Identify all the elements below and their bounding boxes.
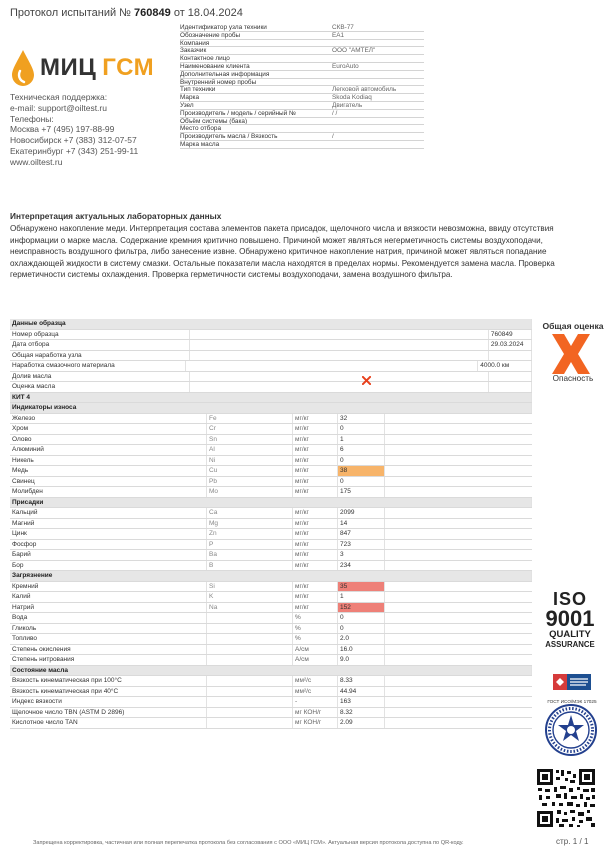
measurement-row — [10, 603, 532, 614]
meta-value — [332, 141, 424, 148]
sample-row — [10, 351, 532, 362]
phones-label: Телефоны: — [10, 113, 54, 124]
row-spacer — [186, 361, 478, 371]
element-symbol: Ba — [207, 550, 293, 560]
measurement-name: Магний — [10, 519, 207, 529]
section-header-kit — [10, 393, 532, 404]
meta-value — [332, 40, 424, 47]
row-spacer — [190, 382, 489, 392]
meta-value: EA1 — [332, 31, 345, 39]
element-symbol: Cu — [207, 466, 293, 476]
measurement-row — [10, 613, 532, 624]
phone-ekaterinburg: Екатеринбург +7 (343) 251-99-11 — [10, 145, 139, 156]
element-symbol — [207, 697, 293, 707]
report-title — [10, 7, 243, 19]
sample-row — [10, 382, 532, 393]
measurement-value: 2.0 — [338, 634, 385, 644]
meta-key: Марка масла — [180, 140, 220, 148]
sample-row — [10, 340, 532, 351]
row-value: 760849 — [489, 330, 532, 340]
measurement-unit: мг/кг — [293, 424, 338, 434]
meta-row — [180, 141, 424, 149]
meta-key: Марка — [180, 94, 199, 101]
measurement-unit: мм²/с — [293, 676, 338, 686]
oil-drop-icon — [10, 49, 36, 87]
measurement-name: Свинец — [10, 477, 207, 487]
gost-label: ГОСТ ИСО/МЭК 17025 — [547, 699, 597, 704]
meta-row — [180, 24, 424, 32]
measurement-name: Железо — [10, 414, 207, 424]
measurement-value: 16.0 — [338, 645, 385, 655]
measurement-row — [10, 445, 532, 456]
element-symbol: P — [207, 540, 293, 550]
meta-value — [332, 79, 424, 86]
results-table — [10, 319, 532, 729]
measurement-value: 175 — [338, 487, 385, 497]
section-title: Присадки — [10, 498, 532, 508]
element-symbol — [207, 655, 293, 665]
measurement-value: 32 — [338, 414, 385, 424]
danger-mark-icon — [362, 376, 371, 385]
element-symbol — [207, 676, 293, 686]
overall-assessment-label: Опасность — [552, 374, 594, 383]
meta-value: / — [332, 133, 334, 140]
measurement-value: 152 — [338, 603, 385, 613]
meta-value — [332, 71, 424, 78]
meta-key: Узел — [180, 101, 194, 109]
element-symbol: Fe — [207, 414, 293, 424]
element-symbol: Cr — [207, 424, 293, 434]
meta-row — [180, 94, 424, 102]
measurement-value: 35 — [338, 582, 385, 592]
element-symbol: Si — [207, 582, 293, 592]
element-symbol: K — [207, 592, 293, 602]
measurement-row — [10, 487, 532, 498]
meta-key: Наименование клиента — [180, 62, 250, 70]
measurement-value: 9.0 — [338, 655, 385, 665]
measurement-name: Никель — [10, 456, 207, 466]
meta-row — [180, 110, 424, 118]
measurement-unit: мг/кг — [293, 435, 338, 445]
measurement-name: Олово — [10, 435, 207, 445]
phone-moscow: Москва +7 (495) 197-88-99 — [10, 124, 115, 135]
section-header-additives — [10, 498, 532, 509]
measurement-unit: мг/кг — [293, 603, 338, 613]
measurement-row — [10, 645, 532, 656]
measurement-unit: мг/кг — [293, 414, 338, 424]
measurement-row — [10, 466, 532, 477]
measurement-unit: мг/кг — [293, 477, 338, 487]
row-label: Дата отбора — [10, 340, 190, 350]
iso-line1: ISO — [552, 589, 587, 609]
element-symbol — [207, 613, 293, 623]
measurement-name: Фосфор — [10, 540, 207, 550]
measurement-name: Вязкость кинематическая при 40°C — [10, 687, 207, 697]
measurement-name: Хром — [10, 424, 207, 434]
measurement-row — [10, 697, 532, 708]
measurement-unit: - — [293, 697, 338, 707]
row-spacer — [190, 372, 489, 382]
measurement-name: Барий — [10, 550, 207, 560]
meta-row — [180, 102, 424, 110]
measurement-name: Молибден — [10, 487, 207, 497]
element-symbol: Ca — [207, 508, 293, 518]
measurement-value: 0 — [338, 613, 385, 623]
measurement-unit: мг/кг — [293, 561, 338, 571]
meta-value — [332, 118, 424, 125]
measurement-value: 44.94 — [338, 687, 385, 697]
measurement-unit: мг/кг — [293, 592, 338, 602]
meta-value: / / — [332, 109, 338, 117]
meta-key: Компания — [180, 39, 210, 47]
interpretation-title: Интерпретация актуальных лабораторных данных — [10, 211, 222, 221]
sample-meta-table — [180, 24, 424, 149]
support-contacts — [10, 92, 175, 168]
measurement-row — [10, 708, 532, 719]
measurement-name: Топливо — [10, 634, 207, 644]
interpretation-text: Обнаружено накопление меди. Интерпретация состава элементов пакета присадок, щелочного числа и вязкости невозможна, ввиду отсутствия информации о марке масла. Содержание кремния критично повышено. Причиной может являться негерметичность системы воздухоподачи, неисправность воздушного фильтра, либо занесение извне. Обнаружено критичное накопление натрия, причиной может являться попадание охлаждающей жидкости в систему смазки. Остальные показатели масла находятся в пределах нормы. Рекомендуется замена масла. Проверка герметичности системы охлаждения. Проверка герметичности системы воздухоподачи, замена воздушного фильтра. — [10, 224, 555, 280]
measurement-name: Калий — [10, 592, 207, 602]
measurement-value: 14 — [338, 519, 385, 529]
meta-value: EuroAuto — [332, 62, 359, 70]
iso-line2: 9001 — [545, 606, 595, 631]
section-title: Данные образца — [10, 319, 532, 329]
meta-row — [180, 79, 424, 87]
iso-line3: QUALITY — [549, 629, 591, 640]
row-spacer — [190, 351, 489, 361]
element-symbol: Ni — [207, 456, 293, 466]
element-symbol — [207, 634, 293, 644]
meta-key: Тип техники — [180, 86, 216, 94]
measurement-name: Гликоль — [10, 624, 207, 634]
measurement-value: 0 — [338, 477, 385, 487]
meta-value: Легковой автомобиль — [332, 86, 397, 94]
measurement-name: Индекс вязкости — [10, 697, 207, 707]
measurement-row — [10, 456, 532, 467]
qr-code-icon[interactable] — [536, 762, 596, 828]
element-symbol: Al — [207, 445, 293, 455]
sample-row — [10, 330, 532, 341]
sample-row — [10, 361, 532, 372]
meta-key: Обозначение пробы — [180, 31, 241, 39]
measurement-name: Степень нитрования — [10, 655, 207, 665]
meta-row — [180, 55, 424, 63]
element-symbol — [207, 708, 293, 718]
measurement-unit: мг/кг — [293, 529, 338, 539]
measurement-value: 2099 — [338, 508, 385, 518]
website-link[interactable]: www.oiltest.ru — [10, 156, 63, 167]
measurement-name: Кальций — [10, 508, 207, 518]
row-label: Общая наработка узла — [10, 351, 190, 361]
measurement-unit: мг/кг — [293, 466, 338, 476]
measurement-name: Медь — [10, 466, 207, 476]
section-title: КИТ 4 — [10, 393, 532, 403]
measurement-name: Кремний — [10, 582, 207, 592]
element-symbol — [207, 645, 293, 655]
measurement-row — [10, 477, 532, 488]
measurement-row — [10, 529, 532, 540]
report-date: от 18.04.2024 — [173, 7, 243, 19]
element-symbol: B — [207, 561, 293, 571]
row-label: Наработка смазочного материала — [10, 361, 186, 371]
row-value — [489, 372, 532, 382]
measurement-row — [10, 687, 532, 698]
meta-value: ООО "АМТЕЛ" — [332, 47, 376, 55]
measurement-unit: мм²/с — [293, 687, 338, 697]
logo-text-accent: ГСМ — [102, 54, 155, 81]
meta-value: Skoda Kodiaq — [332, 94, 372, 101]
meta-key: Производитель масла / Вязкость — [180, 133, 278, 140]
section-header-oil-state — [10, 666, 532, 677]
measurement-name: Вязкость кинематическая при 100°C — [10, 676, 207, 686]
row-value — [489, 382, 532, 392]
measurement-unit: мг/кг — [293, 456, 338, 466]
measurement-name: Цинк — [10, 529, 207, 539]
measurement-value: 1 — [338, 592, 385, 602]
section-header-sample — [10, 319, 532, 330]
measurement-row — [10, 508, 532, 519]
element-symbol — [207, 624, 293, 634]
measurement-value: 0 — [338, 624, 385, 634]
meta-key: Дополнительная информация — [180, 70, 270, 78]
row-value: 29.03.2024 — [489, 340, 532, 350]
meta-key: Место отбора — [180, 125, 221, 133]
danger-x-icon — [549, 334, 593, 374]
meta-row — [180, 32, 424, 40]
measurement-unit: % — [293, 634, 338, 644]
measurement-unit: мг/кг — [293, 508, 338, 518]
measurement-name: Степень окисления — [10, 645, 207, 655]
measurement-row — [10, 550, 532, 561]
measurement-row — [10, 424, 532, 435]
row-label: Долив масла — [10, 372, 190, 382]
row-spacer — [190, 330, 489, 340]
measurement-value: 8.33 — [338, 676, 385, 686]
section-header-wear — [10, 403, 532, 414]
measurement-unit: мг КОН/г — [293, 718, 338, 728]
sample-row — [10, 372, 532, 383]
meta-row — [180, 63, 424, 71]
measurement-value: 3 — [338, 550, 385, 560]
meta-row — [180, 118, 424, 126]
meta-key: Объём системы (бака) — [180, 117, 248, 125]
measurement-value: 163 — [338, 697, 385, 707]
meta-key: Контактное лицо — [180, 55, 230, 62]
row-label: Оценка масла — [10, 382, 190, 392]
meta-row — [180, 47, 424, 55]
measurement-unit: А/см — [293, 655, 338, 665]
phone-novosibirsk: Новосибирск +7 (383) 312-07-57 — [10, 135, 137, 146]
row-value — [489, 351, 532, 361]
element-symbol: Mg — [207, 519, 293, 529]
measurement-row — [10, 540, 532, 551]
measurement-row — [10, 624, 532, 635]
iso-9001-badge — [544, 590, 596, 650]
accreditation-icon — [553, 672, 591, 692]
measurement-value: 6 — [338, 445, 385, 455]
measurement-name: Щелочное число TBN (ASTM D 2896) — [10, 708, 207, 718]
report-title-prefix: Протокол испытаний № — [10, 7, 131, 19]
row-label: Номер образца — [10, 330, 190, 340]
row-value: 4000.0 км — [478, 361, 532, 371]
element-symbol: Pb — [207, 477, 293, 487]
measurement-value: 723 — [338, 540, 385, 550]
measurement-value: 8.32 — [338, 708, 385, 718]
company-logo — [10, 48, 154, 88]
measurement-unit: мг/кг — [293, 445, 338, 455]
measurement-unit: % — [293, 624, 338, 634]
meta-key: Идентификатор узла техники — [180, 24, 267, 31]
meta-row — [180, 133, 424, 141]
measurement-row — [10, 582, 532, 593]
meta-key: Заказчик — [180, 47, 207, 55]
row-spacer — [190, 340, 489, 350]
iso-line4: ASSURANCE — [545, 640, 595, 649]
element-symbol: Zn — [207, 529, 293, 539]
measurement-unit: мг/кг — [293, 540, 338, 550]
measurement-unit: мг КОН/г — [293, 708, 338, 718]
measurement-unit: мг/кг — [293, 582, 338, 592]
report-number: 760849 — [134, 7, 171, 19]
measurement-value: 38 — [338, 466, 385, 476]
measurement-value: 1 — [338, 435, 385, 445]
element-symbol: Sn — [207, 435, 293, 445]
meta-key: Внутренний номер пробы — [180, 78, 257, 86]
measurement-value: 234 — [338, 561, 385, 571]
element-symbol — [207, 718, 293, 728]
footer-disclaimer: Запрещена корректировка, частичная или полная перепечатка протокола без согласования с ООО «МИЦ ГСМ». Актуальная версия протокола доступна по QR-коду. — [33, 840, 464, 846]
meta-value: СКВ-77 — [332, 24, 354, 31]
measurement-row — [10, 561, 532, 572]
meta-value: Двигатель — [332, 101, 363, 109]
meta-row — [180, 71, 424, 79]
measurement-row — [10, 414, 532, 425]
measurement-unit: мг/кг — [293, 487, 338, 497]
logo-text — [40, 54, 154, 82]
measurement-name: Натрий — [10, 603, 207, 613]
meta-value — [332, 125, 424, 132]
measurement-value: 2.09 — [338, 718, 385, 728]
section-title: Индикаторы износа — [10, 403, 532, 413]
element-symbol — [207, 687, 293, 697]
element-symbol: Mo — [207, 487, 293, 497]
measurement-name: Вода — [10, 613, 207, 623]
measurement-unit: мг/кг — [293, 519, 338, 529]
measurement-value: 847 — [338, 529, 385, 539]
measurement-name: Бор — [10, 561, 207, 571]
meta-row — [180, 125, 424, 133]
measurement-row — [10, 634, 532, 645]
section-title: Загрязнение — [10, 571, 532, 581]
measurement-value: 0 — [338, 424, 385, 434]
meta-key: Производитель / модель / серийный № — [180, 109, 296, 117]
gost-accreditation-badge — [547, 672, 597, 705]
measurement-row — [10, 718, 532, 729]
support-email[interactable]: e-mail: support@oiltest.ru — [10, 102, 107, 113]
measurement-row — [10, 519, 532, 530]
measurement-row — [10, 655, 532, 666]
overall-assessment-title: Общая оценка — [542, 321, 604, 331]
measurement-row — [10, 676, 532, 687]
section-header-contamination — [10, 571, 532, 582]
measurement-value: 0 — [338, 456, 385, 466]
support-label: Техническая поддержка: — [10, 92, 108, 102]
meta-row — [180, 86, 424, 94]
meta-row — [180, 40, 424, 48]
section-title: Состояние масла — [10, 666, 532, 676]
page-number: стр. 1 / 1 — [556, 837, 589, 846]
measurement-row — [10, 592, 532, 603]
measurement-row — [10, 435, 532, 446]
meta-value — [332, 55, 424, 62]
logo-text-main: МИЦ — [40, 54, 97, 81]
certification-seal-icon — [545, 704, 597, 756]
measurement-unit: А/см — [293, 645, 338, 655]
measurement-name: Алюминий — [10, 445, 207, 455]
element-symbol: Na — [207, 603, 293, 613]
measurement-name: Кислотное число TAN — [10, 718, 207, 728]
measurement-unit: % — [293, 613, 338, 623]
measurement-unit: мг/кг — [293, 550, 338, 560]
